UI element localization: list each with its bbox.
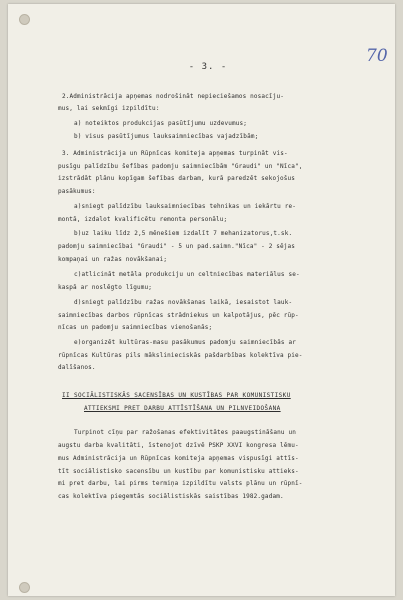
- text-line: a)sniegt palīdzību lauksaimniecības tehnikas un iekārtu re-: [74, 203, 296, 210]
- punch-hole: [19, 14, 30, 25]
- text-line: b) visus pasūtījumus lauksaimniecības vajadzībām;: [74, 133, 259, 140]
- section-heading: II SOCIĀLISTISKĀS SACENSĪBAS UN KUSTĪBAS PAR KOMUNISTISKU: [62, 392, 291, 399]
- text-line: izstrādāt plānu kopīgam šefības darbam, kurā paredzēt sekojošus: [58, 175, 296, 182]
- text-line: saimniecības darbos rūpnīcas strādniekus un kalpotājus, pēc rūp-: [58, 312, 299, 319]
- text-line: kompaņai un ražas novākšanai;: [58, 256, 168, 263]
- text-line: 3. Administrācija un Rūpnīcas komiteja apņemas turpināt vis-: [62, 150, 288, 157]
- punch-hole: [19, 582, 30, 593]
- text-line: montā, izdalot kvalificētu remonta personālu;: [58, 216, 228, 223]
- text-line: rūpnīcas Kultūras pils mākslinieciskās pašdarbības kolektīva pie-: [58, 352, 303, 359]
- text-line: a) noteiktos produkcijas pasūtījumu uzdevumus;: [74, 120, 248, 127]
- text-line: dalīšanos.: [58, 364, 96, 371]
- page-number: - 3. -: [188, 62, 228, 72]
- text-line: kaspā ar noslēgto līgumu;: [58, 284, 153, 291]
- handwritten-page-number: 70: [366, 46, 388, 66]
- text-line: padomju saimniecībai "Graudi" - 5 un pad.saimn."Nīca" - 2 sējas: [58, 243, 296, 250]
- text-line: augstu darba kvalitāti, īstenojot dzīvē PSKP XXVI kongresa lēmu-: [58, 442, 299, 449]
- text-line: nīcas un padomju saimniecības vienošanās;: [58, 324, 213, 331]
- text-line: mus Administrācija un Rūpnīcas komiteja apņemas vispusīgi attīs-: [58, 455, 299, 462]
- text-line: d)sniegt palīdzību ražas novākšanas laikā, iesaistot lauk-: [74, 299, 293, 306]
- text-line: mus, lai sekmīgi izpildītu:: [58, 105, 160, 112]
- text-line: cas kolektīva piegemtās sociālistiskās saistības 1982.gadam.: [58, 493, 284, 500]
- text-line: c)atlicināt metāla produkciju un celtniecības materiālus se-: [74, 271, 300, 278]
- text-line: tīt sociālistisko sacensību un kustību par komunistisku attieks-: [58, 468, 299, 475]
- text-line: pusīgu palīdzību šefības padomju saimniecībām "Graudi" un "Nīca",: [58, 163, 303, 170]
- text-line: mi pret darbu, lai pirms termiņa izpildītu valsts plānu un rūpnī-: [58, 480, 303, 487]
- text-line: b)uz laiku līdz 2,5 mēnešiem izdalīt 7 mehanizatorus,t.sk.: [74, 230, 293, 237]
- section-heading: ATTIEKSMI PRET DARBU ATTĪSTĪŠANA UN PILNVEIDOŠANA: [84, 405, 281, 412]
- document-page: [8, 4, 395, 596]
- text-line: 2.Administrācija apņemas nodrošināt nepieciešamos nosacīju-: [62, 93, 284, 100]
- text-line: Turpinot cīņu par ražošanas efektivitātes paaugstināšanu un: [74, 429, 296, 436]
- text-line: e)organizēt kultūras-masu pasākumus padomju saimniecībās ar: [74, 339, 296, 346]
- text-line: pasākumus:: [58, 188, 96, 195]
